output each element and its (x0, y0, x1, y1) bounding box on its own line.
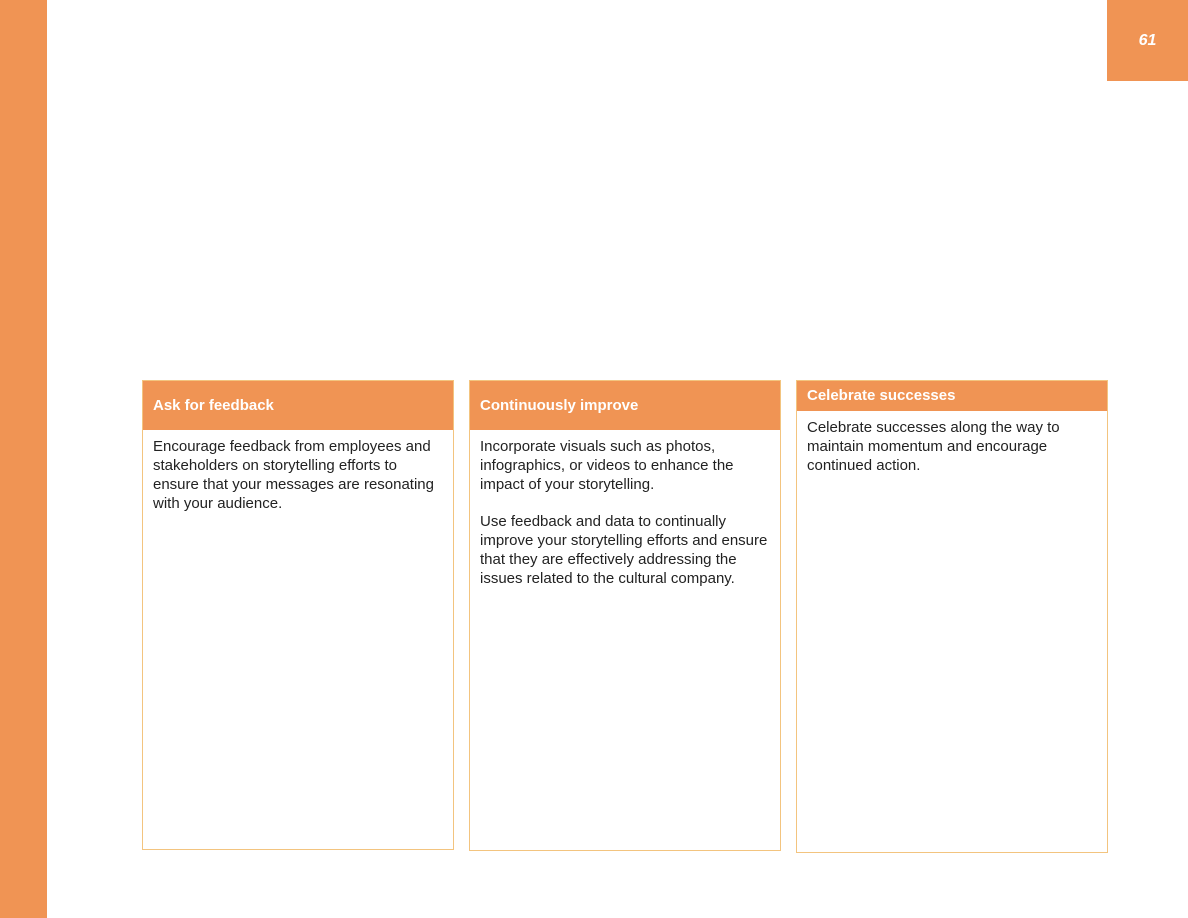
card-title: Continuously improve (480, 396, 639, 414)
card-title: Ask for feedback (153, 396, 274, 414)
card-body (143, 430, 453, 513)
card-body (797, 411, 1107, 475)
card-paragraph: Celebrate successes along the way to maintain momentum and encourage continued action. (807, 419, 1060, 474)
page-number-box (1107, 0, 1188, 81)
card-continuously-improve (469, 380, 781, 851)
card-body (470, 430, 780, 588)
card-ask-for-feedback (142, 380, 454, 850)
card-header (470, 381, 780, 430)
card-paragraph: Encourage feedback from employees and stakeholders on storytelling efforts to ensure that your messages are resonating with your audience. (153, 438, 434, 512)
card-header (797, 381, 1107, 411)
card-paragraph: Use feedback and data to continually improve your storytelling efforts and ensure that they are effectively addressing the issues related to the cultural company. (480, 513, 768, 587)
card-celebrate-successes (796, 380, 1108, 853)
page-number: 61 (1138, 31, 1157, 49)
card-title: Celebrate successes (807, 387, 956, 404)
left-accent-bar (0, 0, 47, 918)
card-paragraph: Incorporate visuals such as photos, infographics, or videos to enhance the impact of your storytelling. (480, 438, 734, 493)
card-header (143, 381, 453, 430)
